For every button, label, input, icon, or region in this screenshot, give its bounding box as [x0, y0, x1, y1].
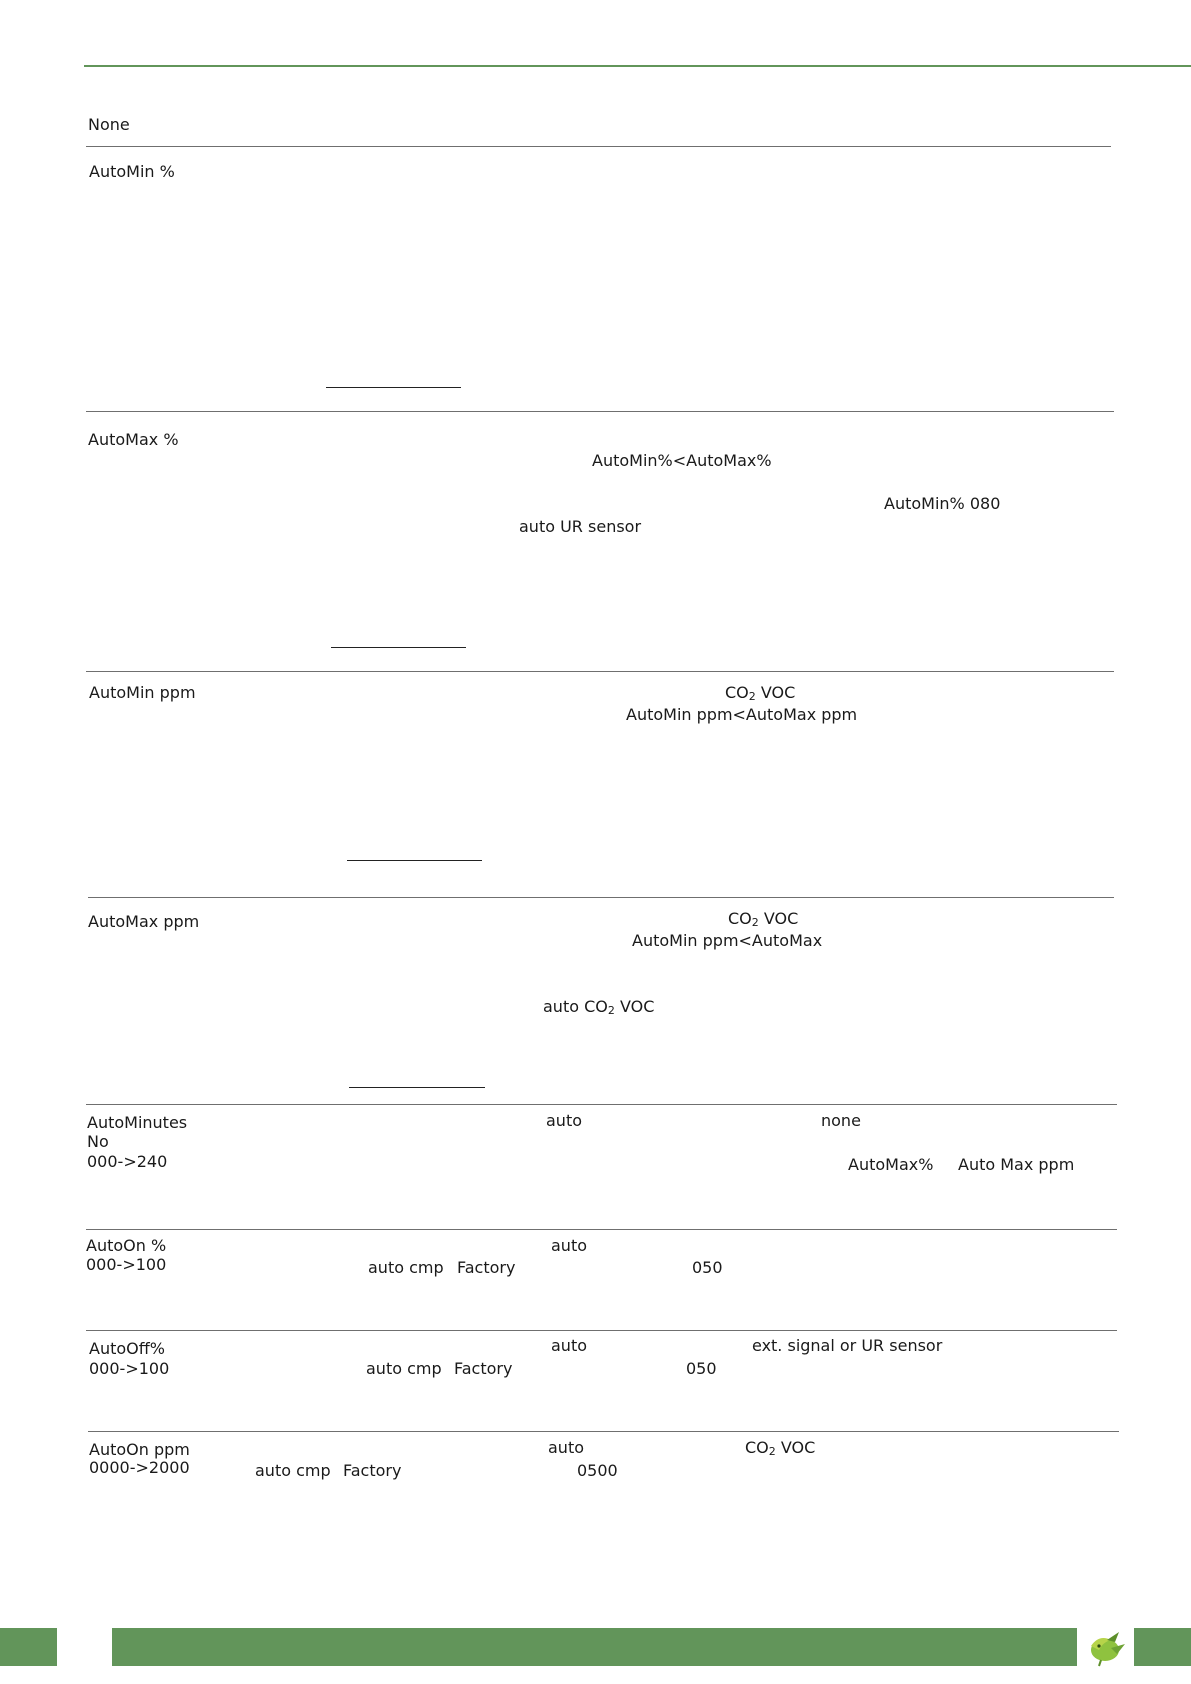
underline-blank: [331, 647, 466, 648]
section-title-autooff-pct: AutoOff%: [89, 1339, 165, 1358]
text-auto-ur-sensor: auto UR sensor: [519, 517, 642, 536]
text-range: 0000->2000: [89, 1458, 190, 1477]
text-default-value: 0500: [577, 1461, 618, 1480]
text-voc: VOC: [758, 909, 799, 928]
text-auto-cmp: auto cmp: [368, 1258, 444, 1277]
underline-blank: [326, 387, 461, 388]
section-divider: [86, 1229, 1117, 1230]
text-automin-ppm-lt-automax: AutoMin ppm<AutoMax: [632, 931, 823, 950]
text-voc: VOC: [775, 1438, 816, 1457]
section-title-none: None: [88, 115, 130, 134]
text-auto-cmp: auto cmp: [366, 1359, 442, 1378]
section-divider: [86, 671, 1114, 672]
underline-blank: [349, 1087, 485, 1088]
section-divider: [86, 411, 1114, 412]
footer-bar-right: [1134, 1628, 1191, 1666]
text-auto-co: auto CO: [543, 997, 608, 1016]
text-no: No: [87, 1132, 109, 1151]
text-range: 000->100: [89, 1359, 170, 1378]
text-co2-voc: [745, 1438, 815, 1462]
section-title-autoon-pct: AutoOn %: [86, 1236, 167, 1255]
section-divider: [86, 146, 1111, 147]
text-factory: Factory: [343, 1461, 402, 1480]
text-ext-signal: ext. signal or UR sensor: [752, 1336, 943, 1355]
text-voc: VOC: [614, 997, 655, 1016]
text-co: CO: [745, 1438, 769, 1457]
text-default-value: 050: [686, 1359, 717, 1378]
text-auto: auto: [551, 1236, 588, 1255]
text-automax-pct: AutoMax%: [848, 1155, 934, 1174]
text-subscript-2: 2: [751, 916, 759, 929]
bird-leaf-logo-icon: [1085, 1626, 1127, 1668]
text-factory: Factory: [454, 1359, 513, 1378]
text-automin-lt-automax: AutoMin%<AutoMax%: [592, 451, 772, 470]
text-auto: auto: [551, 1336, 588, 1355]
text-auto-max-ppm: Auto Max ppm: [958, 1155, 1075, 1174]
text-default-value: 050: [692, 1258, 723, 1277]
text-auto-cmp: auto cmp: [255, 1461, 331, 1480]
text-none: none: [821, 1111, 861, 1130]
text-factory: Factory: [457, 1258, 516, 1277]
section-title-automax-pct: AutoMax %: [88, 430, 179, 449]
section-divider: [86, 1104, 1117, 1105]
text-co2-voc: [725, 683, 795, 707]
header-rule: [84, 65, 1191, 67]
text-range: 000->240: [87, 1152, 168, 1171]
section-title-automin-pct: AutoMin %: [89, 162, 175, 181]
text-auto: auto: [548, 1438, 585, 1457]
text-voc: VOC: [755, 683, 796, 702]
footer-bar-main: [112, 1628, 1077, 1666]
section-title-autoon-ppm: AutoOn ppm: [89, 1440, 190, 1459]
section-title-automax-ppm: AutoMax ppm: [88, 912, 200, 931]
section-divider: [86, 1330, 1117, 1331]
text-subscript-2: 2: [768, 1445, 776, 1458]
text-auto-co2-voc: [543, 997, 654, 1021]
text-range: 000->100: [86, 1255, 167, 1274]
footer-bar-left: [0, 1628, 57, 1666]
section-divider: [88, 1431, 1119, 1432]
underline-blank: [347, 860, 482, 861]
text-automin-080: AutoMin% 080: [884, 494, 1001, 513]
text-co2-voc: [728, 909, 798, 933]
text-co: CO: [728, 909, 752, 928]
text-subscript-2: 2: [748, 690, 756, 703]
section-title-automin-ppm: AutoMin ppm: [89, 683, 196, 702]
section-title-autominutes: AutoMinutes: [87, 1113, 188, 1132]
text-automin-ppm-lt-automax-ppm: AutoMin ppm<AutoMax ppm: [626, 705, 858, 724]
text-co: CO: [725, 683, 749, 702]
text-auto: auto: [546, 1111, 583, 1130]
section-divider: [88, 897, 1114, 898]
text-subscript-2: 2: [607, 1004, 615, 1017]
